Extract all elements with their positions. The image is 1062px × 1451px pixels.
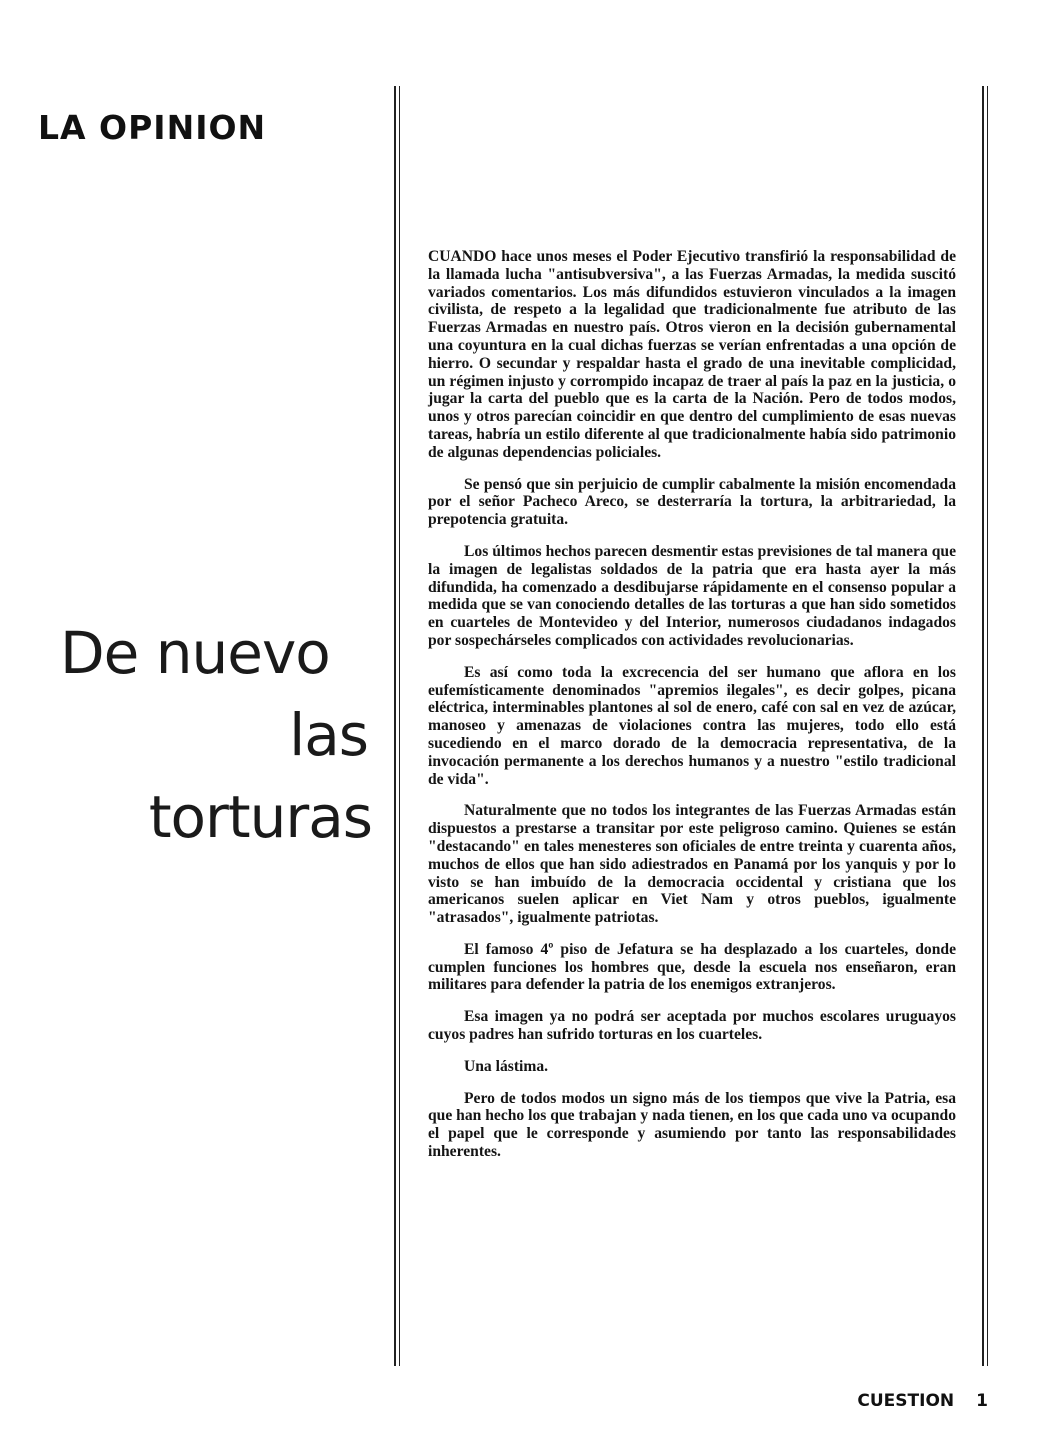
article-body	[428, 248, 956, 1175]
column-rule-right-1	[982, 86, 984, 1366]
headline-line-1: De nuevo	[60, 619, 330, 687]
article-paragraph-5: Naturalmente que no todos los integrantes de las Fuerzas Armadas están dispuestos a prestarse a transitar por este peligroso camino. Quienes se están "destacando" en tales menesteres son oficiales de entre treinta y cuarenta años, muchos de ellos que han sido adiestrados en Panamá por los yanquis y por lo visto se han imbuído de la democracia occidental y cristiana que los americanos suelen aplicar en Viet Nam y otros pueblos, igualmente "atrasados", igualmente patriotas.	[428, 802, 956, 927]
article-paragraph-2: Se pensó que sin perjuicio de cumplir cabalmente la misión encomendada por el señor Pacheco Areco, se desterraría la tortura, la arbitrariedad, la prepotencia gratuita.	[428, 475, 956, 529]
page-number: 1	[976, 1391, 988, 1411]
article-paragraph-1: CUANDO hace unos meses el Poder Ejecutivo transfirió la responsabilidad de la llamada lucha "antisubversiva", a las Fuerzas Armadas, la medida suscitó variados comentarios. Los más difundidos estuvieron vinculados a la imagen civilista, de respeto a la legalidad que tradicionalmente fue atributo de las Fuerzas Armadas en nuestro país. Otros vieron en la decisión gubernamental una coyuntura en la cual dichas fuerzas se verían enfrentadas a una opción de hierro. O secundar y respaldar hasta el grado de una inevitable complicidad, un régimen injusto y corrompido incapaz de traer al país la paz en la justicia, o jugar la carta del pueblo que es la carta de la Nación. Pero de todos modos, unos y otros parecían coincidir en que dentro del cumplimiento de esas nuevas tareas, habría un estilo diferente al que tradicionalmente había sido patrimonio de algunas dependencias policiales.	[428, 248, 956, 461]
headline	[60, 612, 372, 858]
column-rule-left-2	[399, 86, 400, 1366]
page-footer	[857, 1391, 988, 1411]
headline-line-3: torturas	[148, 783, 372, 851]
publication-name: CUESTION	[857, 1391, 955, 1411]
headline-line-2: las	[289, 701, 368, 769]
article-paragraph-9: Pero de todos modos un signo más de los tiempos que vive la Patria, esa que han hecho los que trabajan y nada tienen, en los que cada uno va ocupando el papel que le corresponde y asumiendo por tanto las responsabilidades inherentes.	[428, 1089, 956, 1161]
article-paragraph-4: Es así como toda la excrecencia del ser humano que aflora en los eufemísticamente denominados "apremios ilegales", es decir golpes, picana eléctrica, interminables plantones al sol de enero, café con sal en vez de azúcar, manoseo y amenazas de violaciones contra las mujeres, todo ello está sucediendo en el marco dorado de la democracia representativa, de la invocación permanente a los derechos humanos y a nuestro "estilo tradicional de vida".	[428, 663, 956, 788]
section-title: LA OPINION	[38, 108, 267, 147]
column-rule-right-2	[987, 86, 988, 1366]
article-paragraph-3: Los últimos hechos parecen desmentir estas previsiones de tal manera que la imagen de legalistas soldados de la patria que era hasta ayer la más difundida, ha comenzado a desdibujarse rápidamente en el consenso popular a medida que se van conociendo detalles de las torturas a que han sido sometidos en cuarteles de Montevideo y del Interior, numerosos ciudadanos indagados por sospechárseles complicados con actividades revolucionarias.	[428, 542, 956, 649]
article-paragraph-8: Una lástima.	[464, 1057, 549, 1075]
article-paragraph-6: El famoso 4º piso de Jefatura se ha desplazado a los cuarteles, donde cumplen funciones los hombres que, desde la escuela nos enseñaron, eran militares para defender la patria de los enemigos extranjeros.	[428, 940, 956, 994]
column-rule-left-1	[394, 86, 396, 1366]
article-paragraph-7: Esa imagen ya no podrá ser aceptada por muchos escolares uruguayos cuyos padres han sufrido torturas en los cuarteles.	[428, 1008, 956, 1044]
